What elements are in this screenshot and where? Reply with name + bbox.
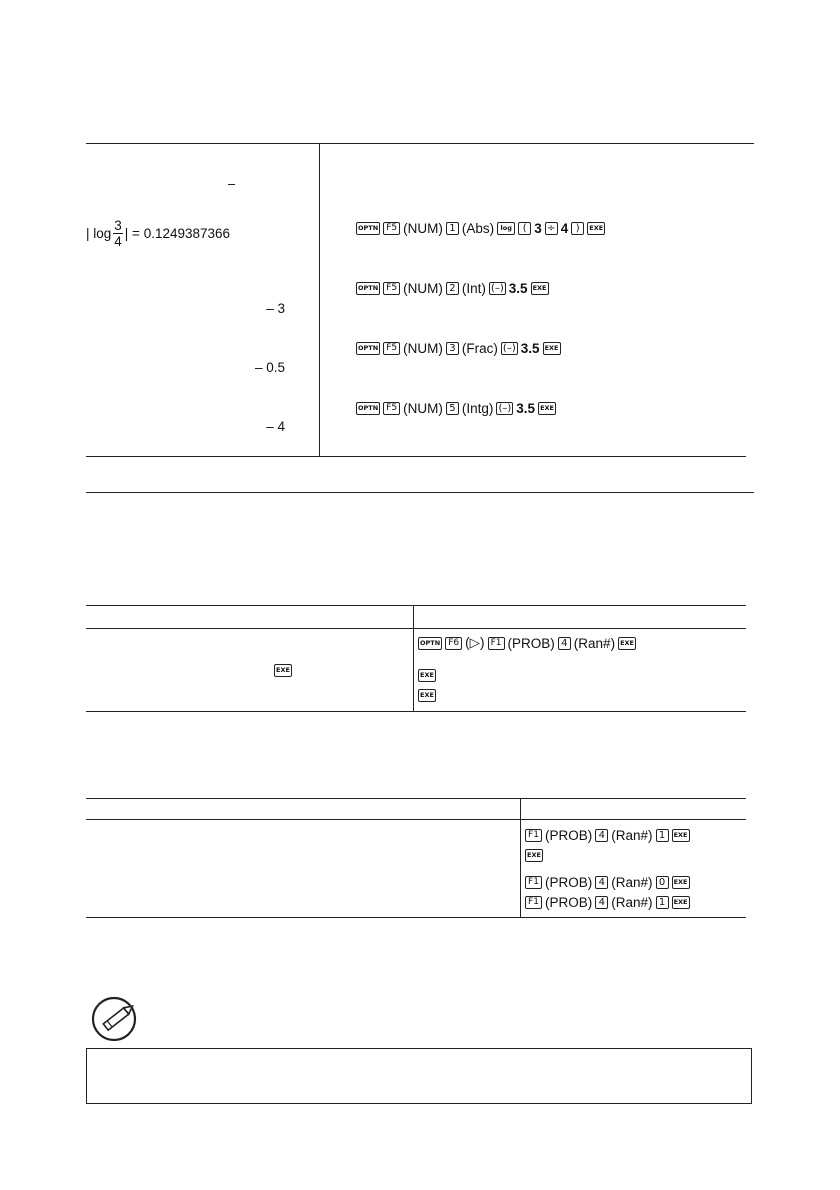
table2-seq3: [418, 686, 436, 704]
function-label: (NUM): [403, 340, 443, 356]
table2-bottom-rule: [86, 711, 746, 712]
key-f5: F5: [383, 282, 400, 295]
key-4: 4: [595, 896, 608, 909]
key-optn: OPTN: [418, 637, 442, 650]
function-label: (PROB): [545, 894, 593, 910]
key-optn: OPTN: [356, 342, 380, 355]
fraction-denominator: 4: [114, 234, 122, 249]
table1-row1-result: [86, 218, 230, 249]
table2-left-key: [274, 661, 292, 679]
function-label: (PROB): [545, 874, 593, 890]
function-label: (Int): [461, 280, 486, 296]
key-4: 4: [595, 876, 608, 889]
key-sym: (: [518, 222, 531, 235]
key-0: 0: [656, 876, 669, 889]
table1-row3-keys: [356, 339, 561, 357]
key-f5: F5: [383, 402, 400, 415]
table3-seq1: [525, 826, 690, 844]
table3-seq3: [525, 873, 690, 891]
key-1: 1: [656, 896, 669, 909]
table1-bottom-rule: [86, 456, 746, 457]
function-label: (Intg): [461, 400, 494, 416]
function-label: (Ran#): [573, 635, 616, 651]
fraction: [113, 218, 123, 249]
table2-seq2: [418, 666, 436, 684]
table3-seq4: [525, 893, 690, 911]
key-f5: F5: [383, 222, 400, 235]
table2-header-rule: [86, 628, 746, 629]
exe-key: EXE: [274, 664, 292, 677]
small-dash: [228, 184, 235, 185]
table3-seq2: [525, 846, 543, 864]
key-optn: OPTN: [356, 282, 380, 295]
key-log: log: [497, 222, 515, 235]
key-sym: ÷: [545, 222, 558, 235]
section-rule: [86, 492, 754, 493]
key-exe: EXE: [587, 222, 605, 235]
table1-row2-result: – 3: [266, 301, 285, 316]
function-label: (NUM): [403, 280, 443, 296]
key-exe: EXE: [543, 342, 561, 355]
key-sym: (–): [502, 342, 516, 354]
numeric-entry: 3.5: [520, 340, 540, 356]
table1-divider: [319, 144, 320, 456]
key-exe: EXE: [672, 829, 690, 842]
key-sym: (–): [498, 402, 512, 414]
key-4: 4: [558, 637, 571, 650]
key-f1: F1: [488, 637, 505, 650]
key-5: 5: [446, 402, 459, 415]
key-f1: F1: [525, 876, 542, 889]
function-label: (Abs): [461, 220, 495, 236]
key-1: 1: [446, 222, 459, 235]
table1-row1-keys: [356, 219, 605, 237]
key-1: 1: [656, 829, 669, 842]
key-exe: EXE: [418, 689, 436, 702]
key-optn: OPTN: [356, 402, 380, 415]
key-f5: F5: [383, 342, 400, 355]
table3-top-rule: [86, 798, 746, 799]
function-label: (PROB): [545, 827, 593, 843]
table1-row2-keys: [356, 279, 549, 297]
table1-top-rule: [86, 143, 754, 144]
function-label: (Ran#): [611, 827, 653, 843]
pencil-note-icon: [86, 993, 144, 1043]
key-4: 4: [595, 829, 608, 842]
table1-row4-keys: [356, 399, 556, 417]
function-label: (▷): [465, 635, 485, 650]
table2-top-rule: [86, 605, 746, 606]
table1-row3-result: – 0.5: [254, 360, 285, 375]
function-label: (Frac): [461, 340, 498, 356]
table3-header-rule: [86, 819, 746, 820]
key-sym: (–): [490, 282, 504, 294]
key-exe: EXE: [672, 896, 690, 909]
key-optn: OPTN: [356, 222, 380, 235]
key-exe: EXE: [538, 402, 556, 415]
function-label: (Ran#): [611, 894, 653, 910]
function-label: (PROB): [507, 635, 555, 651]
table1-row4-result: – 4: [266, 419, 285, 434]
key-sym: ): [571, 222, 584, 235]
key-exe: EXE: [618, 637, 636, 650]
key-exe: EXE: [525, 849, 543, 862]
function-label: (NUM): [403, 400, 443, 416]
key-f6: F6: [445, 637, 462, 650]
key-exe: EXE: [418, 669, 436, 682]
abs-log-value: | = 0.1249387366: [124, 225, 231, 241]
fraction-numerator: 3: [114, 218, 122, 233]
key-f1: F1: [525, 829, 542, 842]
table3-bottom-rule: [86, 917, 746, 918]
table2-seq1: [418, 634, 636, 652]
key-exe: EXE: [672, 876, 690, 889]
table3-divider: [520, 798, 521, 917]
key-exe: EXE: [531, 282, 549, 295]
table2-divider: [413, 605, 414, 711]
key-f1: F1: [525, 896, 542, 909]
abs-log-prefix: | log: [86, 225, 112, 241]
key-3: 3: [446, 342, 459, 355]
function-label: (Ran#): [611, 874, 653, 890]
numeric-entry: 3.5: [516, 400, 536, 416]
key-2: 2: [446, 282, 459, 295]
numeric-entry: 4: [560, 220, 569, 236]
function-label: (NUM): [403, 220, 443, 236]
numeric-entry: 3: [534, 220, 542, 236]
note-box: [86, 1048, 752, 1104]
numeric-entry: 3.5: [508, 280, 528, 296]
